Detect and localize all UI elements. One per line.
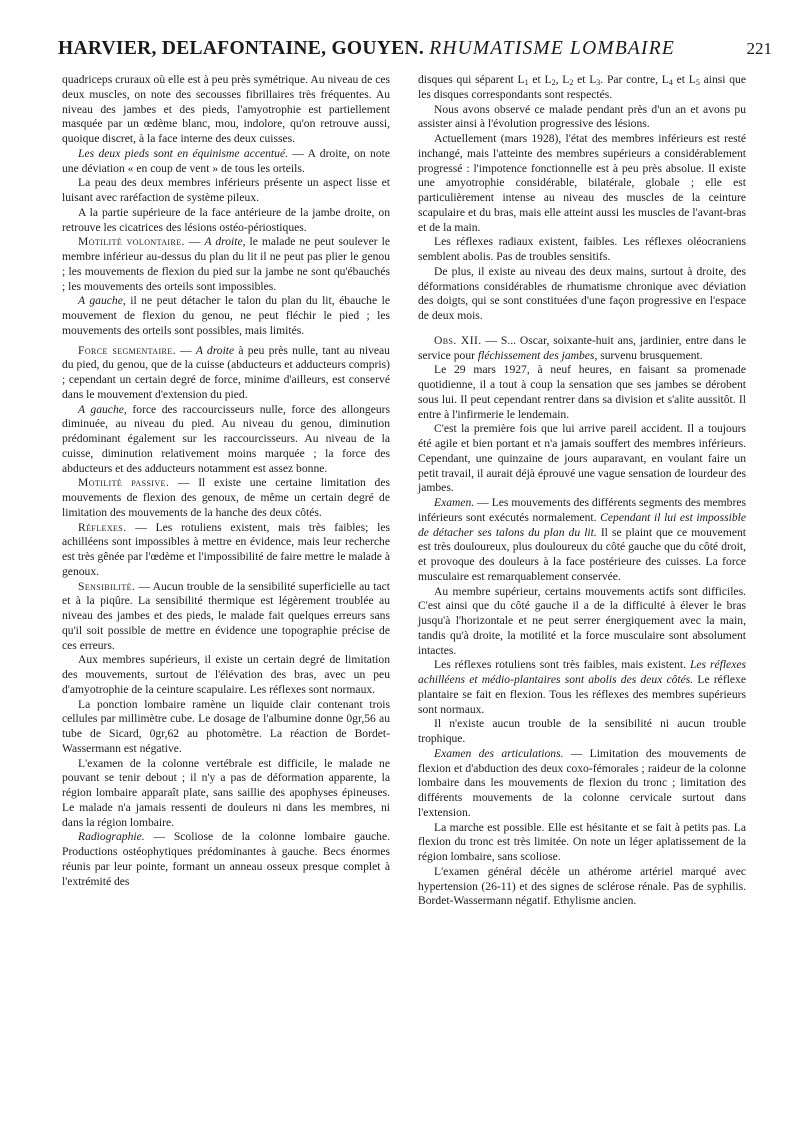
text: Les réflexes rotuliens sont très faibles, mais existent. <box>434 658 690 672</box>
paragraph <box>418 73 746 103</box>
text: à peu près nulle, tant au niveau du pied, du genou, que de la cuisse (abducteurs et adducteurs compris) ; cependant un certain degré de force, minime d'ailleurs, est conservé dans le mouvement d'extension du pied. <box>62 343 390 401</box>
subscript: 1 <box>524 78 529 87</box>
paragraph <box>62 235 390 294</box>
text: — S... Oscar, soixante-huit ans, jardinier, entre dans le service pour <box>418 333 746 362</box>
emphasis: Radiographie. <box>78 830 145 844</box>
text: force des raccourcisseurs nulle, force des allongeurs diminuée, au niveau du pied. Au niveau du genou, diminution prédominant également sur les raccourcisseurs. Au niveau de la cuisse, diminution relativement moins marquée ; la force des abducteurs et des adducteurs notamment est assez bonne. <box>62 402 391 475</box>
paragraph <box>418 496 746 585</box>
text: — <box>184 235 205 249</box>
subscript: 5 <box>695 78 700 87</box>
text: Il se plaint que ce mouvement est très douloureux, plus douloureux du côté gauche que du côté droit, et provoque des douleurs à la face postérieure des cuisses. La force musculaire est remarquablement conservée. <box>418 525 746 583</box>
page-number: 221 <box>746 39 772 58</box>
paragraph <box>62 521 390 580</box>
paragraph: L'examen de la colonne vertébrale est difficile, le malade ne pouvant se tenir debout ; il n'y a pas de déformation apparente, la région lombaire apparaît plate, sans saillie des apophyses épineuses. Le malade n'a jamais ressenti de douleurs ni dans les membres, ni dans la région lombaire. <box>62 756 390 829</box>
subscript: 2 <box>551 78 556 87</box>
text: et L <box>528 73 552 86</box>
paragraph: La peau des deux membres inférieurs présente un aspect lisse et luisant avec raréfaction de système pileux. <box>62 176 390 204</box>
paragraph <box>62 344 390 403</box>
text: — <box>175 343 196 357</box>
section-heading: Réflexes. <box>78 520 127 534</box>
paragraph <box>62 403 390 477</box>
paragraph <box>62 294 390 338</box>
paragraph: La ponction lombaire ramène un liquide clair contenant trois cellules par millimètre cube. Le dosage de l'albumine donne 0gr,56 au tube de Sicard, 0gr,62 au photomètre. La réaction de Bordet-Wassermann est négative. <box>62 697 390 755</box>
text: et L <box>672 73 696 86</box>
subscript: 3 <box>596 78 601 87</box>
right-column <box>418 73 746 909</box>
emphasis: Les deux pieds sont en équinisme accentué. <box>78 146 288 160</box>
text: survenu brusquement. <box>597 348 703 362</box>
paragraph <box>62 476 390 520</box>
emphasis: Les réflexes achilléens et médio-plantaires sont abolis des deux côtés. <box>418 658 746 686</box>
text: le malade ne peut soulever le membre inférieur au-dessus du plan du lit il ne peut pas plier le genou ; les mouvements de flexion du pied sur la jambe ne sont qu'ébauchés ; les mouvements des orteils sont impossibles. <box>62 235 391 293</box>
text: — Les mouvements des différents segments des membres inférieurs sont exécutés normalement. <box>418 496 746 524</box>
emphasis: A droite <box>195 343 235 357</box>
paragraph: Nous avons observé ce malade pendant près d'un an et avons pu assister ainsi à l'évolution progressive des lésions. <box>418 102 746 131</box>
paragraph <box>62 147 390 177</box>
text: — Les rotuliens existent, mais très faibles; les achilléens sont impossibles à mettre en évidence, mais leur recherche est très gênée par l'œdème et l'impossibilité de faire mettre le malade à genoux. <box>62 520 390 578</box>
text: ainsi que les disques correspondants sont respectés. <box>418 73 747 101</box>
emphasis: A gauche, <box>78 402 127 416</box>
paragraph: Aux membres supérieurs, il existe un certain degré de limitation des mouvements, surtout de l'élévation des bras, avec un peu d'amyotrophie de la ceinture scapulaire. Les réflexes sont normaux. <box>62 653 390 696</box>
subscript: 2 <box>569 78 574 87</box>
text: , L <box>555 73 570 86</box>
text: — A droite, on note une déviation « en coup de vent » de tous les orteils. <box>62 146 390 175</box>
paragraph <box>418 747 746 821</box>
running-title <box>58 38 675 60</box>
text: — Scoliose de la colonne lombaire gauche. Productions ostéophytiques prédominantes à gauche. Becs énormes réunis par leur pointe, formant un anneau osseux presque complet à l'extrémité des <box>62 830 390 888</box>
text: — Aucun trouble de la sensibilité superficielle au tact et à la piqûre. La sensibilité thermique est légèrement troublée au niveau des jambes et des pieds, le malade fait quelques erreurs sans qu'il soit possible de mettre en évidence une topographie précise de ces erreurs. <box>62 579 390 652</box>
paragraph <box>62 580 390 654</box>
section-heading: Motilité volontaire. <box>78 235 185 249</box>
section-heading: Force segmentaire. <box>78 343 176 357</box>
observation-heading: Obs. XII. <box>434 333 482 347</box>
subscript: 4 <box>668 78 673 87</box>
paragraph <box>418 334 746 364</box>
left-column <box>62 73 390 889</box>
text: — Limitation des mouvements de flexion et d'abduction des deux coxo-fémorales ; raideur de la colonne lombaire dans les mouvements de flexion du tronc ; limitation des différents mouvements de la colonne cervicale surtout dans l'extension. <box>418 746 746 819</box>
header-authors: HARVIER, DELAFONTAINE, GOUYEN. <box>58 38 425 59</box>
running-header <box>58 38 772 68</box>
section-heading: Motilité passive. <box>78 476 170 490</box>
paragraph: C'est la première fois que lui arrive pareil accident. Il a toujours été agile et bien portant et n'a jamais souffert des membres inférieurs. Cependant, une quinzaine de jours auparavant, en voulant faire un petit travail, il aurait déjà éprouvé une vague sensation de lourdeur des jambes. <box>418 422 746 495</box>
text: . Par contre, L <box>600 73 669 86</box>
paragraph <box>62 830 390 889</box>
text: il ne peut détacher le talon du plan du lit, ébauche le mouvement de flexion du genou, ne peut fléchir le pied ; les mouvements des orteils sont possibles, mais limités. <box>62 294 390 337</box>
paragraph: De plus, il existe au niveau des deux mains, surtout à droite, des déformations considérables de rhumatisme chronique avec déviation des doigts, qui se sont constituées d'une façon progressive en l'espace de deux mois. <box>418 264 746 322</box>
text: et L <box>573 73 597 86</box>
emphasis: Cependant il lui est impossible de détacher ses talons du plan du lit. <box>418 510 746 539</box>
paragraph: Les réflexes radiaux existent, faibles. Les réflexes oléocraniens semblent abolis. Pas de troubles sensitifs. <box>418 235 746 263</box>
emphasis: Examen des articulations. <box>434 746 564 760</box>
text: disques qui séparent L <box>418 73 525 86</box>
emphasis: fléchissement des jambes, <box>477 348 598 362</box>
text: Le réflexe plantaire se fait en flexion. Tous les réflexes des membres supérieurs sont normaux. <box>418 673 747 716</box>
paragraph: La marche est possible. Elle est hésitante et se fait à petits pas. La flexion du tronc est très limitée. On note un léger aplatissement de la région lombaire, sans scoliose. <box>418 820 746 863</box>
paragraph <box>418 658 746 717</box>
emphasis: Examen. <box>434 496 475 509</box>
paragraph: Il n'existe aucun trouble de la sensibilité ni aucun trouble trophique. <box>418 717 746 745</box>
paragraph: Actuellement (mars 1928), l'état des membres inférieurs est resté inchangé, mais l'atteinte des membres supérieurs a considérablement progressé : l'impotence fonctionnelle est à peu près absolue. Il existe une amyotrophie considérable, bilatérale, globale ; elle est particulièrement intense au niveau des muscles de la ceinture scapulaire et du bras, mais elle atteint aussi les muscles de l'avant-bras et de la main. <box>418 132 746 234</box>
paragraph: Le 29 mars 1927, à neuf heures, en faisant sa promenade quotidienne, il a tout à coup la sensation que ses jambes se dérobent sous lui. Il peut cependant rentrer dans sa division et s'alite aussitôt. Il entre à l'infirmerie le lendemain. <box>418 363 746 421</box>
section-heading: Sensibilité. <box>78 579 136 593</box>
paragraph: Au membre supérieur, certains mouvements actifs sont difficiles. C'est ainsi que du côté gauche il a de la difficulté à élever le bras jusqu'à l'horizontale et ne peut serrer énergiquement avec la main, tandis qu'à droite, la motilité et la force musculaire sont absolument intactes. <box>418 584 746 657</box>
emphasis: A gauche, <box>78 294 126 308</box>
emphasis: A droite, <box>204 235 246 249</box>
header-subject: RHUMATISME LOMBAIRE <box>429 38 675 59</box>
paragraph: L'examen général décèle un athérome artériel marqué avec hypertension (26-11) et des signes de sclérose rénale. Pas de syphilis. Bordet-Wassermann négatif. Ethylisme ancien. <box>418 864 746 908</box>
paragraph: A la partie supérieure de la face antérieure de la jambe droite, on retrouve les cicatrices des lésions ostéo-périostiques. <box>62 205 390 234</box>
text: — Il existe une certaine limitation des mouvements de flexion des genoux, de même un certain degré de limitation des mouvements de la hanche des deux côtés. <box>62 476 390 519</box>
paragraph: quadriceps cruraux où elle est à peu près symétrique. Au niveau de ces deux muscles, on note des secousses fibrillaires très fréquentes. Au niveau des jambes et des pieds, l'amyotrophie est partiellement masquée par un œdème blanc, mou, indolore, qu'on retrouve aussi, quoique discret, à la face interne des deux cuisses. <box>62 73 390 145</box>
